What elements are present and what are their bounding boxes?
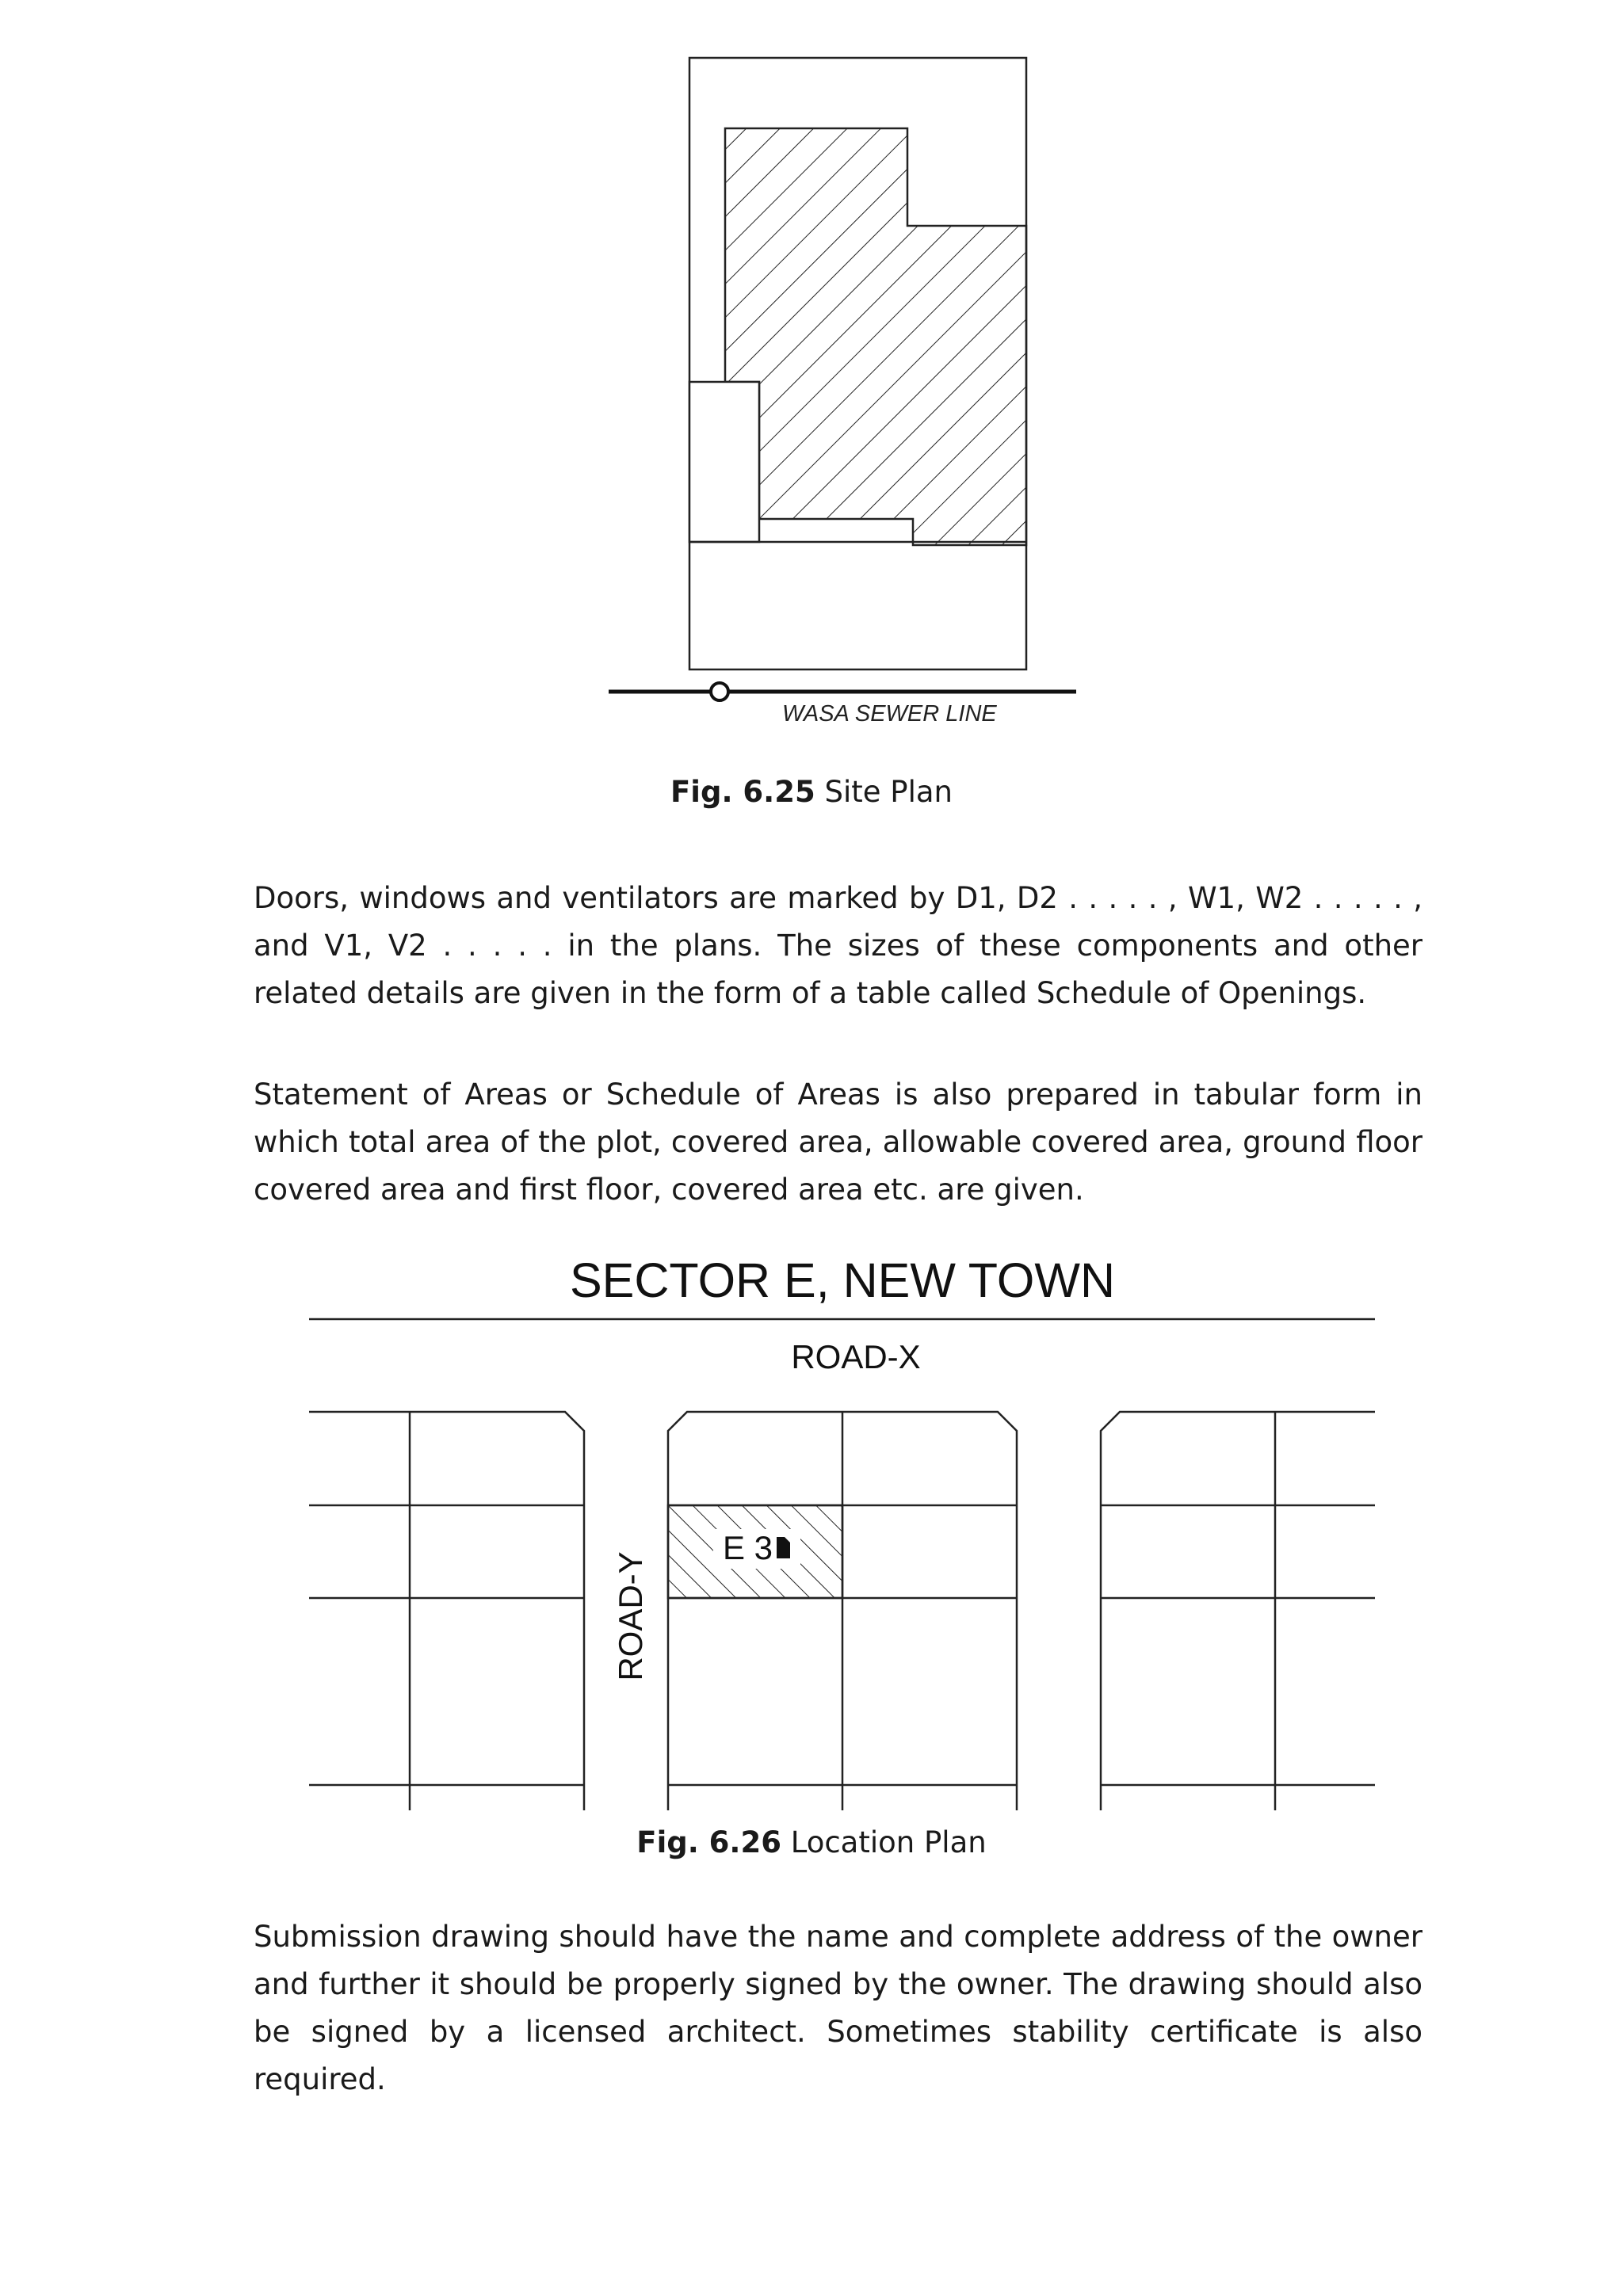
figure-title: Site Plan: [824, 775, 953, 809]
figure-number: Fig. 6.25: [670, 775, 815, 809]
location-plan-title: SECTOR E, NEW TOWN: [569, 1253, 1116, 1307]
figure-caption-location-plan: [0, 1824, 1623, 1862]
paragraph-openings: Doors, windows and ventilators are marked by D1, D2 . . . . . , W1, W2 . . . . . , and V1, V2 . . . . . in the plans. The sizes of these components and other related details are given in the form of a table called Schedule of Openings.: [254, 881, 1423, 1010]
figure-title: Location Plan: [790, 1825, 987, 1859]
paragraph-submission: Submission drawing should have the name and complete address of the owner and further it should be properly signed by the owner. The drawing should also be signed by a licensed architect. Sometimes stability certificate is also required.: [254, 1920, 1423, 2096]
sewer-label: WASA SEWER LINE: [782, 701, 997, 727]
figure-number: Fig. 6.26: [636, 1825, 781, 1859]
paragraph-areas: Statement of Areas or Schedule of Areas is also prepared in tabular form in which total area of the plot, covered area, allowable covered area, ground floor covered area and first floor, covered area etc. are given.: [254, 1077, 1423, 1207]
block-right: [1101, 1412, 1375, 1810]
plot-e3-label: E 3: [723, 1529, 773, 1566]
block-left: [309, 1412, 584, 1810]
road-y-label: ROAD-Y: [612, 1551, 649, 1681]
road-x-label: ROAD-X: [791, 1338, 921, 1375]
